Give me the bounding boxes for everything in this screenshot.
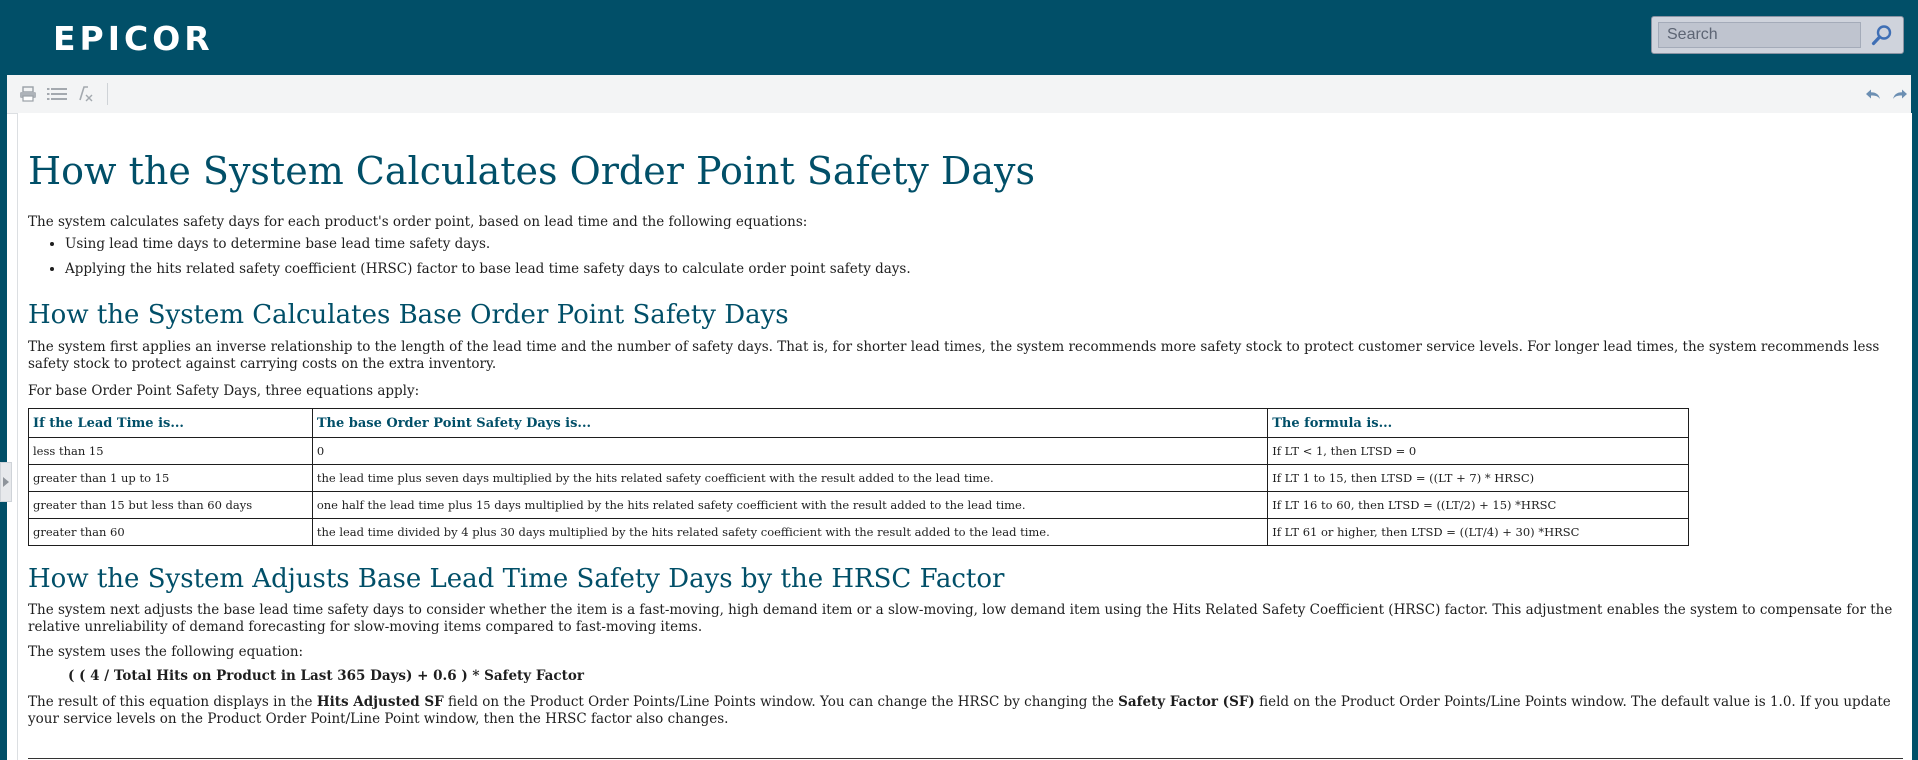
table-row [29, 465, 1689, 492]
column-header: The formula is... [1268, 409, 1689, 438]
table-cell: If LT < 1, then LTSD = 0 [1268, 438, 1689, 465]
list-icon [47, 87, 67, 101]
table-cell: greater than 1 up to 15 [29, 465, 313, 492]
table-cell: the lead time plus seven days multiplied by the hits related safety coefficient with the result added to the lead time. [312, 465, 1267, 492]
toolbar-divider [107, 83, 108, 105]
section-heading-base-safety-days: How the System Calculates Base Order Point Safety Days [28, 300, 789, 330]
table-row [29, 438, 1689, 465]
section1-table-intro: For base Order Point Safety Days, three equations apply: [28, 383, 420, 399]
table-cell: If LT 1 to 15, then LTSD = ((LT + 7) * HRSC) [1268, 465, 1689, 492]
footer-divider [28, 758, 1903, 759]
table-cell: the lead time divided by 4 plus 30 days multiplied by the hits related safety coefficient with the result added to the lead time. [312, 519, 1267, 546]
search-input[interactable] [1658, 22, 1861, 48]
table-cell: less than 15 [29, 438, 313, 465]
intro-paragraph: The system calculates safety days for each product's order point, based on lead time and the following equations: [28, 214, 808, 230]
print-button[interactable] [18, 85, 38, 103]
search-button[interactable] [1866, 21, 1898, 49]
table-cell: 0 [312, 438, 1267, 465]
section1-paragraph: The system first applies an inverse relationship to the length of the lead time and the number of safety days. That is, for shorter lead times, the system recommends more safety stock to protect customer service levels. For longer lead times, the system recommends less safety stock to protect against carrying costs on the extra inventory. [28, 339, 1880, 372]
text-run: The result of this equation displays in the [28, 694, 317, 710]
text-run: field on the Product Order Points/Line Points window. The default value is 1.0. If you update your service levels on the Product Order Point/Line Point window, then the HRSC factor also changes. [28, 694, 1891, 727]
print-icon [19, 86, 37, 102]
topic-content [17, 113, 1912, 760]
list-item: • Applying the hits related safety coefficient (HRSC) factor to base lead time safety days to calculate order point safety days. [65, 261, 911, 278]
column-header: The base Order Point Safety Days is... [312, 409, 1267, 438]
table-row [29, 519, 1689, 546]
table-cell: one half the lead time plus 15 days multiplied by the hits related safety coefficient with the result added to the lead time. [312, 492, 1267, 519]
forward-icon [1892, 88, 1908, 100]
table-row [29, 492, 1689, 519]
hrsc-equation: ( ( 4 / Total Hits on Product in Last 365 Days) + 0.6 ) * Safety Factor [68, 668, 584, 684]
table-cell: If LT 61 or higher, then LTSD = ((LT/4) + 30) *HRSC [1268, 519, 1689, 546]
forward-button[interactable] [1890, 85, 1910, 103]
page-title: How the System Calculates Order Point Safety Days [28, 149, 1035, 193]
left-frame [0, 75, 7, 760]
section2-equation-intro: The system uses the following equation: [28, 644, 304, 660]
top-header [0, 0, 1918, 75]
table-cell: greater than 15 but less than 60 days [29, 492, 313, 519]
back-icon [1865, 88, 1881, 100]
section2-result-paragraph [28, 694, 1903, 728]
text-run: field on the Product Order Points/Line Points window. You can change the HRSC by changing the [443, 694, 1119, 710]
toolbar [7, 75, 1911, 114]
chevron-right-icon [3, 477, 9, 487]
search-icon [1871, 24, 1893, 46]
back-button[interactable] [1863, 85, 1883, 103]
table-cell: greater than 60 [29, 519, 313, 546]
clear-format-icon [76, 85, 94, 103]
section-heading-hrsc-adjustment: How the System Adjusts Base Lead Time Safety Days by the HRSC Factor [28, 564, 1005, 594]
table-cell: If LT 16 to 60, then LTSD = ((LT/2) + 15) *HRSC [1268, 492, 1689, 519]
field-name-safety-factor: Safety Factor (SF) [1118, 694, 1255, 710]
toc-button[interactable] [47, 85, 67, 103]
lead-time-table [28, 408, 1689, 546]
field-name-hits-adjusted-sf: Hits Adjusted SF [316, 694, 444, 710]
sidebar-toggle[interactable] [0, 462, 12, 502]
section2-paragraph: The system next adjusts the base lead time safety days to consider whether the item is a fast-moving, high demand item or a slow-moving, low demand item using the Hits Related Safety Coefficient (HRSC) factor. This adjustment enables the system to compensate for the relative unreliability of demand forecasting for slow-moving items compared to fast-moving items. [28, 602, 1893, 635]
list-item: • Using lead time days to determine base lead time safety days. [65, 236, 911, 253]
table-header-row [29, 409, 1689, 438]
column-header: If the Lead Time is... [29, 409, 313, 438]
clear-highlight-button[interactable] [75, 85, 95, 103]
search-box [1651, 16, 1904, 54]
intro-bullet-list [28, 236, 911, 286]
epicor-logo[interactable]: EPICOR [53, 19, 214, 58]
right-frame [1911, 75, 1918, 760]
